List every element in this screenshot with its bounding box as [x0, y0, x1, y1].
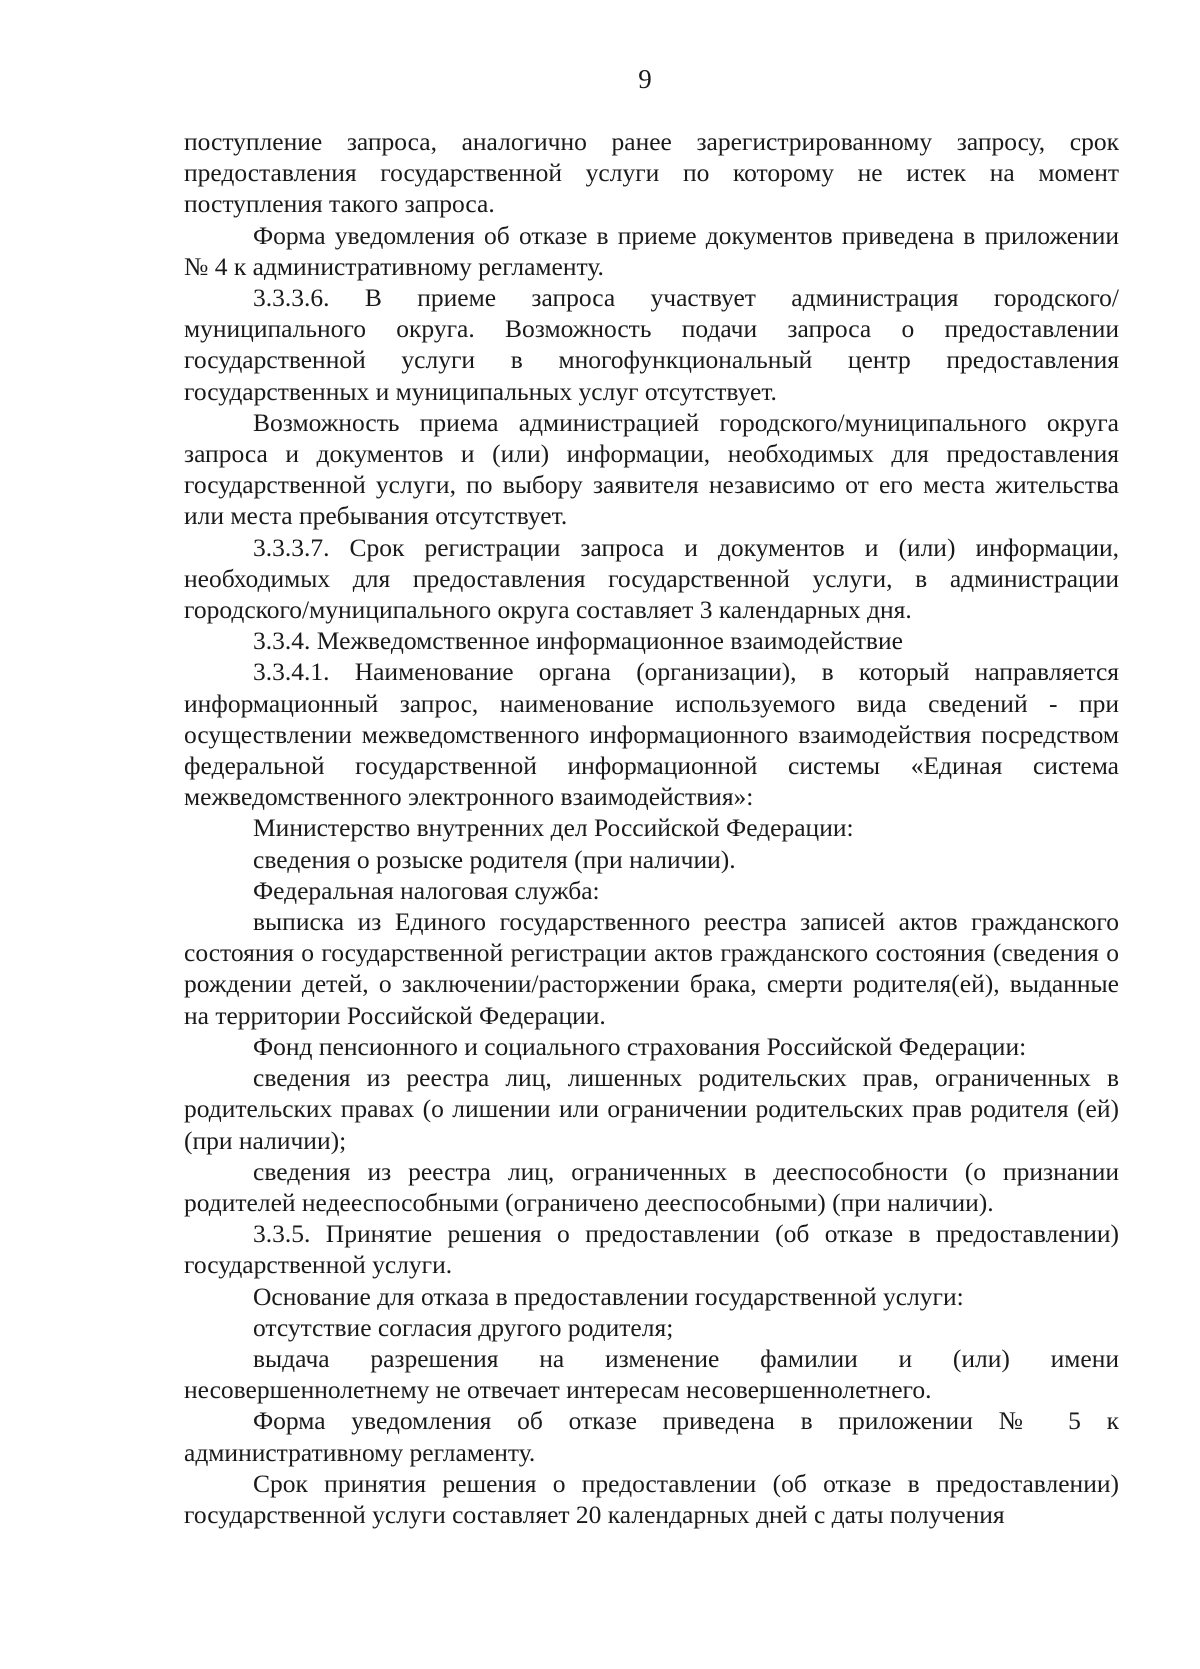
document-body: [184, 126, 1119, 1530]
paragraph: Форма уведомления об отказе приведена в приложении № 5 к административному регламенту.: [184, 1406, 1119, 1467]
paragraph-continuation: поступление запроса, аналогично ранее зарегистрированному запросу, срок предоставления государственной услуги по которому не истек на момент поступления такого запроса.: [184, 127, 1119, 219]
paragraph: сведения из реестра лиц, лишенных родительских прав, ограниченных в родительских правах (о лишении или ограничении родительских прав родителя (ей) (при наличии);: [184, 1063, 1119, 1155]
paragraph: 3.3.3.7. Срок регистрации запроса и документов и (или) информации, необходимых для предоставления государственной услуги, в администрации городского/муниципального округа составляет 3 календарных дня.: [184, 532, 1119, 625]
paragraph: выписка из Единого государственного реестра записей актов гражданского состояния о государственной регистрации актов гражданского состояния (сведения о рождении детей, о заключении/расторжении брака, смерти родителя(ей), выданные на территории Российской Федерации.: [184, 907, 1119, 1030]
paragraph: отсутствие согласия другого родителя;: [253, 1312, 674, 1342]
section-heading: 3.3.5. Принятие решения о предоставлении (об отказе в предоставлении) государственной услуги.: [184, 1219, 1119, 1280]
paragraph: Срок принятия решения о предоставлении (об отказе в предоставлении) государственной услуги составляет 20 календарных дней с даты получения: [184, 1468, 1119, 1529]
paragraph: Федеральная налоговая служба:: [253, 875, 600, 905]
paragraph: сведения из реестра лиц, ограниченных в дееспособности (о признании родителей недееспособными (ограничено дееспособными) (при наличии).: [184, 1156, 1119, 1217]
paragraph: Возможность приема администрацией городского/муниципального округа запроса и документов и (или) информации, необходимых для предоставления государственной услуги, по выбору заявителя независимо от его места жительства или места пребывания отсутствует.: [184, 407, 1119, 531]
paragraph: 3.3.4.1. Наименование органа (организации), в который направляется информационный запрос, наименование используемого вида сведений - при осуществлении межведомственного информационного взаимодействия посредством федеральной государственной информационной системы «Единая система межведомственного электронного взаимодействия»:: [184, 657, 1119, 812]
paragraph: Форма уведомления об отказе в приеме документов приведена в приложении № 4 к административному регламенту.: [184, 220, 1119, 281]
section-heading: 3.3.4. Межведомственное информационное взаимодействие: [253, 626, 903, 656]
paragraph: сведения о розыске родителя (при наличии).: [253, 844, 736, 874]
paragraph: выдача разрешения на изменение фамилии и (или) имени несовершеннолетнему не отвечает интересам несовершеннолетнего.: [184, 1343, 1119, 1405]
paragraph: Фонд пенсионного и социального страхования Российской Федерации:: [253, 1031, 1027, 1061]
paragraph: 3.3.3.6. В приеме запроса участвует администрация городского/муниципального округа. Возможность подачи запроса о предоставлении государственной услуги в многофункциональный центр предоставления государственных и муниципальных услуг отсутствует.: [184, 283, 1119, 406]
paragraph: Основание для отказа в предоставлении государственной услуги:: [253, 1281, 964, 1311]
paragraph: Министерство внутренних дел Российской Федерации:: [253, 813, 854, 843]
page-number: 9: [638, 64, 652, 94]
